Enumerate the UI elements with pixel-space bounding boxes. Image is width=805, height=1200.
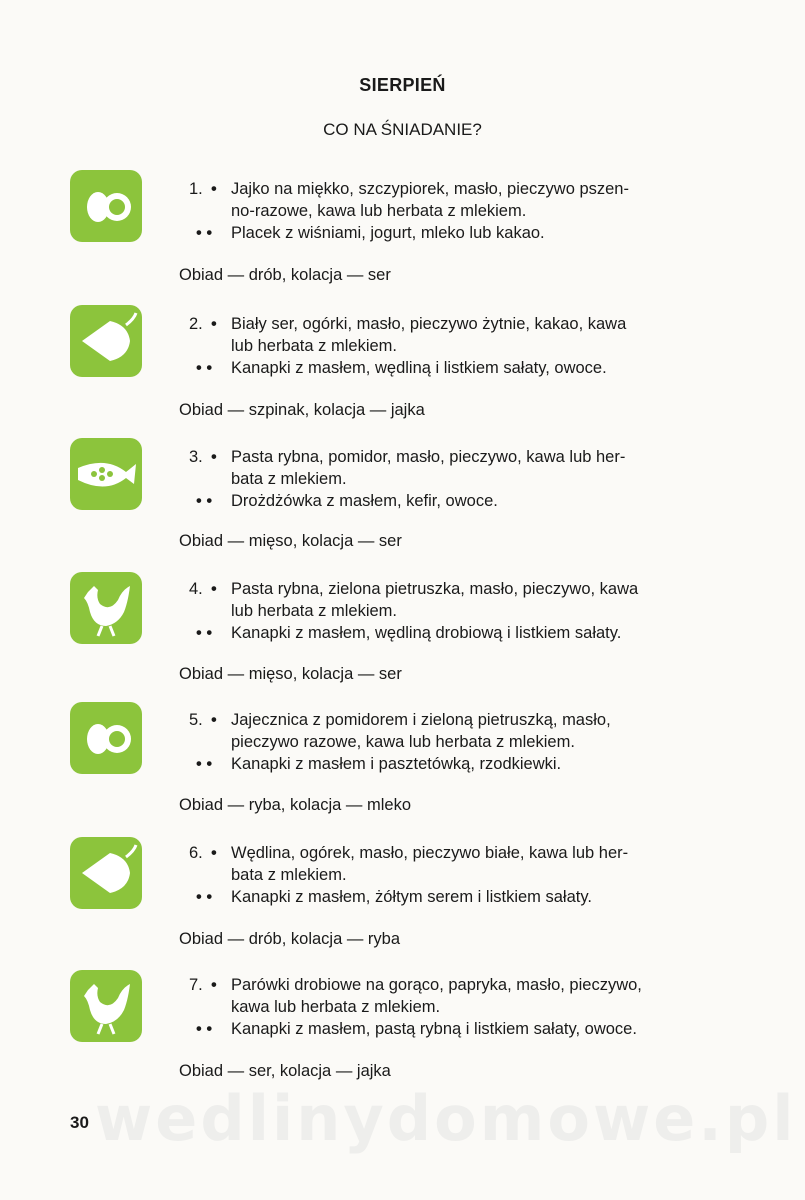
breakfast-2-line: Kanapki z masłem, żółtym serem i listkiem sałaty. <box>231 888 592 906</box>
page-title: SIERPIEŃ <box>359 75 446 95</box>
radish-icon <box>70 305 142 377</box>
bullet-single: • <box>211 580 217 598</box>
menu-entry <box>0 438 805 578</box>
menu-entry <box>0 572 805 712</box>
menu-entry <box>0 305 805 445</box>
egg-icon <box>70 170 142 242</box>
menu-entry <box>0 702 805 842</box>
dinner-supper-line: Obiad — drób, kolacja — ser <box>179 266 391 284</box>
breakfast-1-line: Jajecznica z pomidorem i zieloną pietruszką, masło, <box>231 711 611 729</box>
fish-icon <box>70 438 142 510</box>
breakfast-2-line: Kanapki z masłem i pasztetówką, rzodkiewki. <box>231 755 562 773</box>
dinner-supper-line: Obiad — mięso, kolacja — ser <box>179 665 402 683</box>
breakfast-2-line: Kanapki z masłem, wędliną drobiową i listkiem sałaty. <box>231 624 622 642</box>
bullet-double: • • <box>196 888 213 906</box>
rooster-icon <box>70 970 142 1042</box>
breakfast-1-line-cont: no-razowe, kawa lub herbata z mlekiem. <box>231 202 527 220</box>
bullet-single: • <box>211 976 217 994</box>
bullet-double: • • <box>196 359 213 377</box>
breakfast-2-line: Placek z wiśniami, jogurt, mleko lub kakao. <box>231 224 545 242</box>
radish-icon <box>70 837 142 909</box>
page-subtitle: CO NA ŚNIADANIE? <box>323 120 482 139</box>
entry-number: 7. <box>189 976 203 994</box>
breakfast-1-line-cont: kawa lub herbata z mlekiem. <box>231 998 441 1016</box>
bullet-single: • <box>211 180 217 198</box>
egg-icon <box>70 702 142 774</box>
breakfast-1-line: Pasta rybna, zielona pietruszka, masło, pieczywo, kawa <box>231 580 639 598</box>
breakfast-1-line: Jajko na miękko, szczypiorek, masło, pieczywo pszen- <box>231 180 629 198</box>
breakfast-1-line: Wędlina, ogórek, masło, pieczywo białe, kawa lub her- <box>231 844 629 862</box>
breakfast-1-line-cont: bata z mlekiem. <box>231 470 347 488</box>
breakfast-2-line: Kanapki z masłem, pastą rybną i listkiem sałaty, owoce. <box>231 1020 637 1038</box>
menu-entry <box>0 837 805 977</box>
breakfast-1-line: Biały ser, ogórki, masło, pieczywo żytnie, kakao, kawa <box>231 315 627 333</box>
breakfast-2-line: Drożdżówka z masłem, kefir, owoce. <box>231 492 498 510</box>
breakfast-2-line: Kanapki z masłem, wędliną i listkiem sałaty, owoce. <box>231 359 607 377</box>
bullet-double: • • <box>196 224 213 242</box>
dinner-supper-line: Obiad — mięso, kolacja — ser <box>179 532 402 550</box>
page-number: 30 <box>70 1113 89 1132</box>
dinner-supper-line: Obiad — szpinak, kolacja — jajka <box>179 401 425 419</box>
entry-number: 4. <box>189 580 203 598</box>
entry-number: 5. <box>189 711 203 729</box>
dinner-supper-line: Obiad — drób, kolacja — ryba <box>179 930 401 948</box>
menu-entry <box>0 170 805 310</box>
entry-number: 6. <box>189 844 203 862</box>
breakfast-1-line-cont: lub herbata z mlekiem. <box>231 337 397 355</box>
entry-number: 3. <box>189 448 203 466</box>
bullet-double: • • <box>196 492 213 510</box>
bullet-single: • <box>211 315 217 333</box>
bullet-single: • <box>211 844 217 862</box>
breakfast-1-line-cont: pieczywo razowe, kawa lub herbata z mlekiem. <box>231 733 575 751</box>
bullet-single: • <box>211 711 217 729</box>
rooster-icon <box>70 572 142 644</box>
bullet-double: • • <box>196 755 213 773</box>
breakfast-1-line-cont: lub herbata z mlekiem. <box>231 602 397 620</box>
bullet-double: • • <box>196 1020 213 1038</box>
breakfast-1-line: Parówki drobiowe na gorąco, papryka, masło, pieczywo, <box>231 976 642 994</box>
dinner-supper-line: Obiad — ryba, kolacja — mleko <box>179 796 412 814</box>
bullet-single: • <box>211 448 217 466</box>
entry-number: 1. <box>189 180 203 198</box>
watermark: wedlinydomowe.pl <box>95 1082 797 1155</box>
bullet-double: • • <box>196 624 213 642</box>
breakfast-1-line-cont: bata z mlekiem. <box>231 866 347 884</box>
entry-number: 2. <box>189 315 203 333</box>
dinner-supper-line: Obiad — ser, kolacja — jajka <box>179 1062 391 1080</box>
breakfast-1-line: Pasta rybna, pomidor, masło, pieczywo, kawa lub her- <box>231 448 626 466</box>
